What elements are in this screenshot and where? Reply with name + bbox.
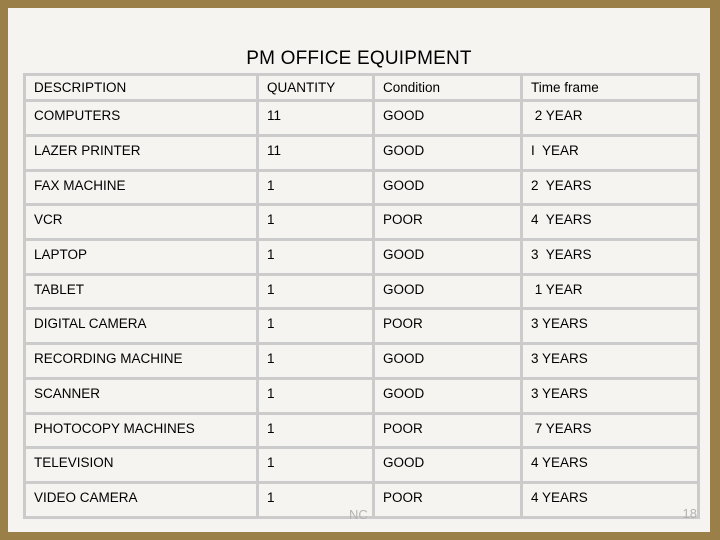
cell-time-frame: 4 YEARS xyxy=(522,483,699,518)
cell-quantity: 1 xyxy=(258,378,374,413)
table-row xyxy=(25,309,699,344)
cell-quantity: 1 xyxy=(258,239,374,274)
table-row xyxy=(25,448,699,483)
cell-description: LAPTOP xyxy=(25,239,258,274)
cell-time-frame: 3 YEARS xyxy=(522,309,699,344)
cell-description: FAX MACHINE xyxy=(25,170,258,205)
cell-time-frame: 3 YEARS xyxy=(522,378,699,413)
cell-condition: GOOD xyxy=(374,344,522,379)
cell-condition: GOOD xyxy=(374,135,522,170)
cell-time-frame: 1 YEAR xyxy=(522,274,699,309)
table-row xyxy=(25,205,699,240)
cell-condition: POOR xyxy=(374,483,522,518)
cell-time-frame: 2 YEARS xyxy=(522,170,699,205)
table-row xyxy=(25,135,699,170)
cell-time-frame: 3 YEARS xyxy=(522,344,699,379)
slide xyxy=(8,8,710,532)
cell-quantity: 1 xyxy=(258,483,374,518)
header-quantity: QUANTITY xyxy=(258,75,374,101)
cell-quantity: 1 xyxy=(258,274,374,309)
header-condition: Condition xyxy=(374,75,522,101)
cell-description: DIGITAL CAMERA xyxy=(25,309,258,344)
slide-title: PM OFFICE EQUIPMENT xyxy=(246,48,472,69)
cell-quantity: 1 xyxy=(258,309,374,344)
cell-quantity: 1 xyxy=(258,413,374,448)
header-time-frame: Time frame xyxy=(522,75,699,101)
table-row xyxy=(25,378,699,413)
cell-condition: GOOD xyxy=(374,448,522,483)
table-row xyxy=(25,413,699,448)
cell-condition: GOOD xyxy=(374,101,522,136)
table-row xyxy=(25,239,699,274)
cell-description: VCR xyxy=(25,205,258,240)
cell-condition: GOOD xyxy=(374,170,522,205)
cell-condition: GOOD xyxy=(374,239,522,274)
table-row xyxy=(25,101,699,136)
cell-condition: POOR xyxy=(374,205,522,240)
cell-time-frame: 7 YEARS xyxy=(522,413,699,448)
table-row xyxy=(25,170,699,205)
cell-quantity: 11 xyxy=(258,135,374,170)
cell-condition: POOR xyxy=(374,413,522,448)
cell-condition: POOR xyxy=(374,309,522,344)
cell-description: SCANNER xyxy=(25,378,258,413)
cell-description: TELEVISION xyxy=(25,448,258,483)
header-description: DESCRIPTION xyxy=(25,75,258,101)
table-row xyxy=(25,344,699,379)
cell-condition: GOOD xyxy=(374,378,522,413)
cell-quantity: 1 xyxy=(258,448,374,483)
footer-initials: NC xyxy=(349,507,368,522)
cell-description: PHOTOCOPY MACHINES xyxy=(25,413,258,448)
table-row xyxy=(25,274,699,309)
cell-condition: GOOD xyxy=(374,274,522,309)
cell-quantity: 1 xyxy=(258,205,374,240)
table-header-row xyxy=(25,75,699,101)
cell-time-frame: 3 YEARS xyxy=(522,239,699,274)
cell-quantity: 1 xyxy=(258,344,374,379)
cell-quantity: 1 xyxy=(258,170,374,205)
cell-description: LAZER PRINTER xyxy=(25,135,258,170)
cell-description: RECORDING MACHINE xyxy=(25,344,258,379)
equipment-table xyxy=(23,73,700,519)
cell-time-frame: I YEAR xyxy=(522,135,699,170)
cell-quantity: 11 xyxy=(258,101,374,136)
cell-time-frame: 4 YEARS xyxy=(522,205,699,240)
slide-number: 18 xyxy=(682,506,697,521)
cell-time-frame: 2 YEAR xyxy=(522,101,699,136)
cell-description: TABLET xyxy=(25,274,258,309)
cell-time-frame: 4 YEARS xyxy=(522,448,699,483)
cell-description: VIDEO CAMERA xyxy=(25,483,258,518)
cell-description: COMPUTERS xyxy=(25,101,258,136)
